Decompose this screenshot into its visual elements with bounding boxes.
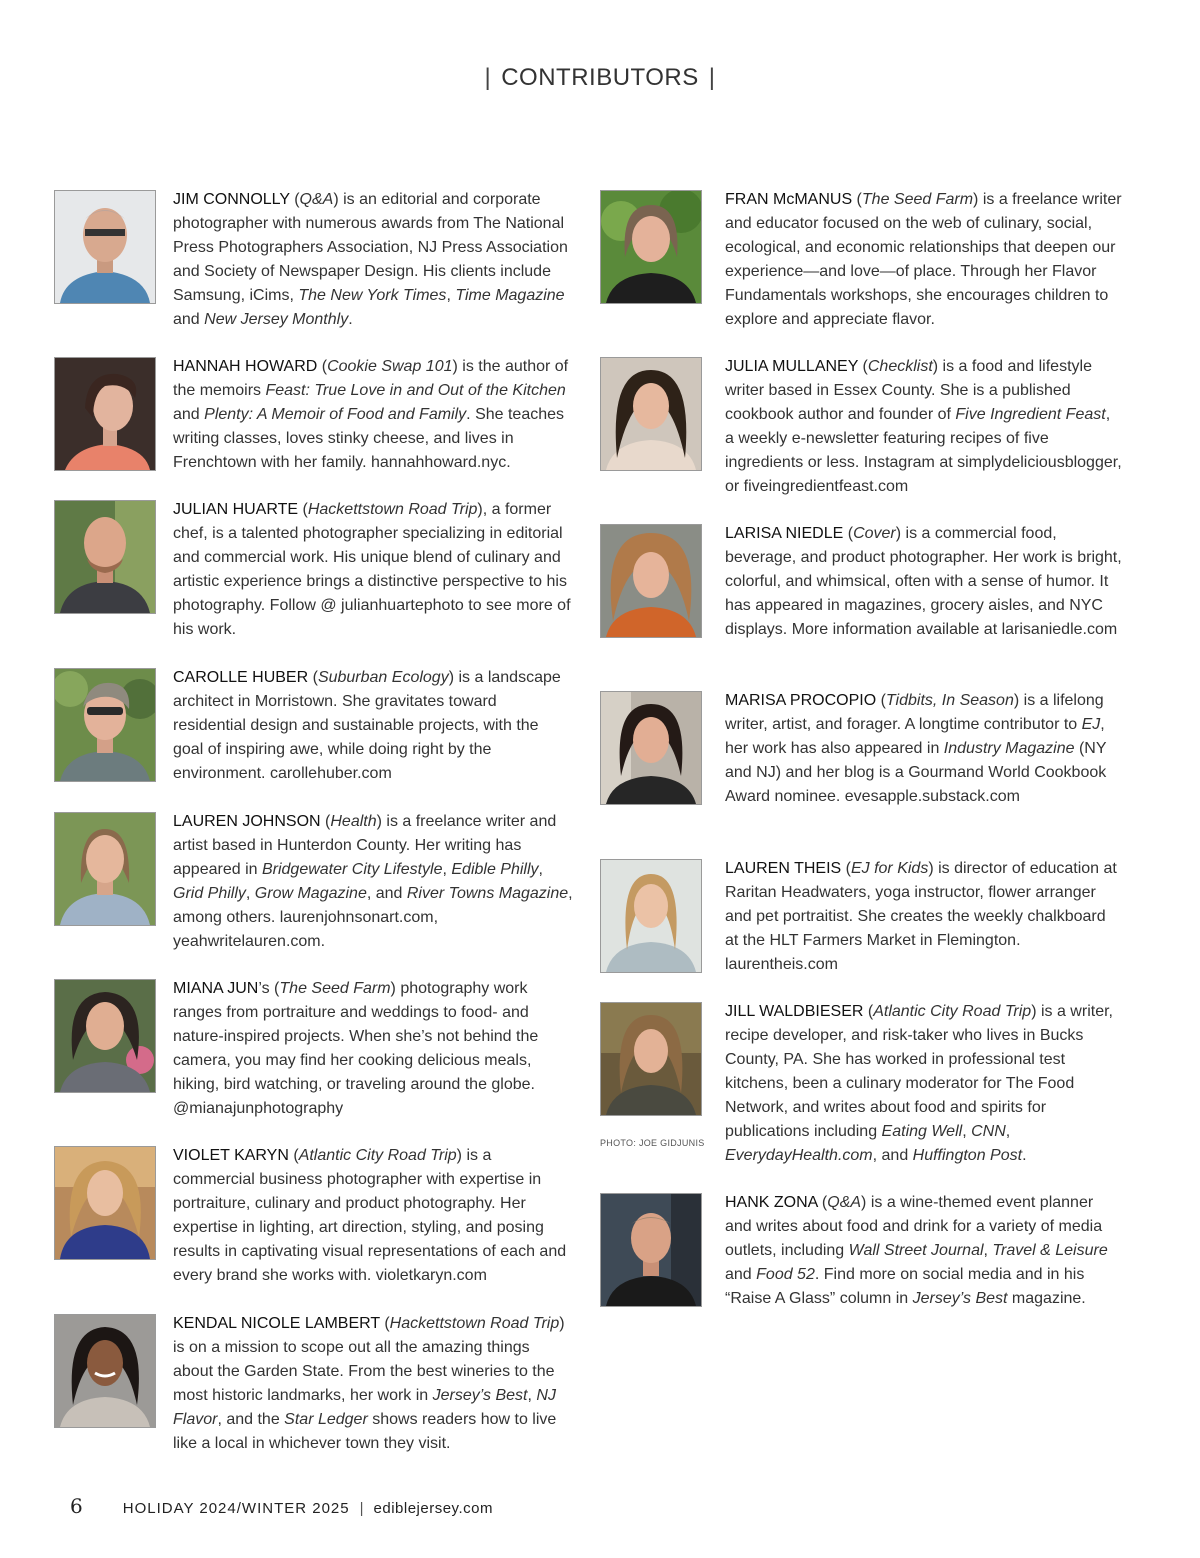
contributor-name: LAUREN JOHNSON <box>173 813 321 830</box>
bio-text: , and <box>366 885 407 902</box>
bio-italic-text: Health <box>330 813 377 830</box>
contributor-photo <box>600 524 702 638</box>
bio-italic-text: NJ Flavor <box>173 1387 556 1428</box>
bio-italic-text: Huffington Post <box>912 1147 1023 1164</box>
contributor-name: JULIA MULLANEY <box>725 358 859 375</box>
bio-text: , among others. laurenjohnsonart.com, yeahwritelauren.com. <box>173 885 573 950</box>
bio-italic-text: Eating Well <box>881 1123 963 1140</box>
bio-text: ) is a freelance writer and artist based in Hunterdon County. Her writing has appeared in <box>173 813 557 878</box>
bio-text: ( <box>852 191 862 208</box>
contributor-name: LAUREN THEIS <box>725 860 842 877</box>
bio-text: ( <box>320 813 331 830</box>
bio-italic-text: Hackettstown Road Trip <box>389 1315 560 1332</box>
bio-italic-text: Wall Street Journal <box>848 1242 984 1259</box>
bio-text: ) is the author of the memoirs <box>173 358 569 399</box>
bio-text: ) is a lifelong writer, artist, and forager. A longtime contributor to <box>725 692 1104 733</box>
issue-label: HOLIDAY 2024/WINTER 2025 <box>122 1500 350 1517</box>
contributor-name: MIANA JUN <box>173 980 259 997</box>
bio-text: ( <box>841 860 851 877</box>
header-bar-right: | <box>708 64 716 91</box>
bio-italic-text: The New York Times <box>298 287 447 304</box>
bio-text: . Find more on social media and in his “Raise A Glass” column in <box>725 1266 1085 1307</box>
bio-italic-text: Q&A <box>827 1194 862 1211</box>
contributor-bio <box>173 666 573 786</box>
bio-text: ( <box>289 191 300 208</box>
bio-text: . <box>1022 1147 1027 1164</box>
bio-text: ( <box>876 692 886 709</box>
contributor-name: LARISA NIEDLE <box>725 525 844 542</box>
bio-italic-text: Travel & Leisure <box>992 1242 1108 1259</box>
contributor-bio <box>725 355 1123 499</box>
bio-italic-text: Tidbits, In Season <box>885 692 1014 709</box>
bio-text: , <box>983 1242 993 1259</box>
bio-italic-text: Star Ledger <box>284 1411 368 1428</box>
contributor-bio <box>725 522 1123 642</box>
bio-italic-text: Q&A <box>299 191 334 208</box>
bio-text: ( <box>858 358 868 375</box>
bio-text: ( <box>317 358 328 375</box>
contributor-name: JULIAN HUARTE <box>173 501 299 518</box>
page-footer <box>70 1494 493 1518</box>
bio-text: and <box>173 406 205 423</box>
bio-italic-text: Industry Magazine <box>943 740 1075 757</box>
contributor-name: JIM CONNOLLY <box>173 191 290 208</box>
bio-italic-text: Suburban Ecology <box>317 669 449 686</box>
contributor-name: JILL WALDBIESER <box>725 1003 864 1020</box>
bio-text: ) is an editorial and corporate photographer with numerous awards from The National Press Photographers Association, NJ Press Association and Society of Newspaper Design. His clients include Samsung, iCims, <box>173 191 568 304</box>
contributor-bio <box>725 689 1123 809</box>
bio-italic-text: River Towns Magazine <box>406 885 569 902</box>
site-link[interactable]: ediblejersey.com <box>373 1500 493 1517</box>
contributor-bio <box>173 977 573 1121</box>
contributor-name: KENDAL NICOLE LAMBERT <box>173 1315 380 1332</box>
contributor-name: VIOLET KARYN <box>173 1147 289 1164</box>
page-title: CONTRIBUTORS <box>501 64 699 91</box>
bio-text: , her work has also appeared in <box>725 716 1105 757</box>
contributor-photo <box>600 357 702 471</box>
bio-text: . She teaches writing classes, loves stinky cheese, and lives in Frenchtown with her family. hannahhoward.nyc. <box>173 406 565 471</box>
footer-separator: | <box>359 1500 364 1517</box>
contributor-photo <box>54 1146 156 1260</box>
bio-text: magazine. <box>1007 1290 1086 1307</box>
bio-italic-text: CNN <box>971 1123 1006 1140</box>
bio-text: , <box>962 1123 972 1140</box>
bio-italic-text: New Jersey Monthly <box>204 311 349 328</box>
bio-text: ( <box>843 525 854 542</box>
contributor-photo <box>54 668 156 782</box>
bio-text: ) is a freelance writer and educator focused on the web of culinary, social, ecological, and economic relationships that deepen our experience—and love—of place. Through her Flavor Fundamentals workshops, she encourages children to explore and appreciate flavor. <box>725 191 1122 328</box>
bio-text: , <box>446 287 456 304</box>
bio-text: . <box>348 311 353 328</box>
bio-italic-text: EJ <box>1081 716 1101 733</box>
contributor-photo <box>54 357 156 471</box>
contributor-photo <box>54 812 156 926</box>
contributor-photo <box>54 979 156 1093</box>
bio-text: , <box>527 1387 537 1404</box>
bio-text: ’s ( <box>258 980 280 997</box>
bio-text: , <box>538 861 543 878</box>
bio-text: ) is a writer, recipe developer, and risk-taker who lives in Bucks County, PA. She has worked in professional test kitchens, been a culinary moderator for The Food Network, and writes about food and spirits for publications including <box>725 1003 1113 1140</box>
contributor-photo <box>54 1314 156 1428</box>
bio-italic-text: Time Magazine <box>455 287 565 304</box>
contributor-bio <box>725 1191 1123 1311</box>
bio-text: ) is director of education at Raritan Headwaters, yoga instructor, flower arranger and pet portraitist. She creates the weekly chalkboard at the HLT Farmers Market in Flemington. laurentheis.com <box>725 860 1117 973</box>
contributor-name: MARISA PROCOPIO <box>725 692 877 709</box>
bio-italic-text: Jersey’s Best <box>432 1387 528 1404</box>
contributor-photo <box>600 859 702 973</box>
contributor-bio <box>173 1144 573 1288</box>
bio-text: , and <box>872 1147 913 1164</box>
contributor-bio <box>725 188 1123 332</box>
bio-text: shows readers how to live like a local in whichever town they visit. <box>173 1411 557 1452</box>
bio-text: ) is a commercial food, beverage, and product photographer. Her work is bright, colorful, and whimsical, often with a sense of humor. It has appeared in magazines, grocery aisles, and NYC displays. More information available at larisaniedle.com <box>725 525 1122 638</box>
contributor-photo <box>600 691 702 805</box>
bio-italic-text: Atlantic City Road Trip <box>873 1003 1032 1020</box>
bio-italic-text: Hackettstown Road Trip <box>307 501 478 518</box>
bio-italic-text: Plenty: A Memoir of Food and Family <box>204 406 467 423</box>
bio-italic-text: Bridgewater City Lifestyle <box>261 861 443 878</box>
bio-text: ) is a commercial business photographer with expertise in portraiture, culinary and product photography. Her expertise in lighting, art direction, styling, and posing results in captivating visual representations of each and every brand she works with. violetkaryn.com <box>173 1147 567 1284</box>
bio-italic-text: EverydayHealth.com <box>725 1147 873 1164</box>
bio-italic-text: Cookie Swap 101 <box>327 358 453 375</box>
contributor-photo <box>54 190 156 304</box>
header-bar-left: | <box>484 64 492 91</box>
bio-text: , <box>442 861 452 878</box>
bio-italic-text: Feast: True Love in and Out of the Kitchen <box>265 382 566 399</box>
page-number: 6 <box>70 1494 83 1518</box>
bio-italic-text: EJ for Kids <box>850 860 929 877</box>
page-header <box>0 64 1200 92</box>
bio-text: ) photography work ranges from portraiture and weddings to food- and nature-inspired projects. When she’s not behind the camera, you may find her cooking delicious meals, hiking, bird watching, or traveling around the globe. @mianajunphotography <box>173 980 539 1117</box>
bio-italic-text: The Seed Farm <box>861 191 974 208</box>
bio-text: ) is a wine-themed event planner and writes about food and drink for a variety of media outlets, including <box>725 1194 1103 1259</box>
bio-text: ( <box>298 501 308 518</box>
contributor-photo <box>600 1193 702 1307</box>
bio-italic-text: Cover <box>853 525 896 542</box>
bio-italic-text: Grid Philly <box>173 885 246 902</box>
contributor-photo <box>600 1002 702 1116</box>
bio-text: ) is a food and lifestyle writer based in Essex County. She is a published cookbook author and founder of <box>725 358 1092 423</box>
bio-text: ( <box>308 669 318 686</box>
bio-italic-text: Grow Magazine <box>254 885 367 902</box>
contributor-bio <box>725 857 1123 977</box>
contributor-photo <box>600 190 702 304</box>
bio-text: and <box>173 311 205 328</box>
contributor-bio <box>173 498 573 642</box>
bio-italic-text: The Seed Farm <box>279 980 391 997</box>
bio-text: ( <box>863 1003 874 1020</box>
bio-text: ), a former chef, is a talented photographer specializing in editorial and commercial work. His unique blend of culinary and artistic experience brings a distinctive perspective to his photography. Follow @ julianhuartephoto to see more of his work. <box>173 501 571 638</box>
bio-italic-text: Checklist <box>867 358 933 375</box>
contributor-bio <box>173 355 573 475</box>
bio-text: , <box>245 885 255 902</box>
contributor-name: HANK ZONA <box>725 1194 818 1211</box>
photo-credit: PHOTO: JOE GIDJUNIS <box>600 1138 705 1148</box>
contributor-bio <box>173 188 573 332</box>
bio-italic-text: Five Ingredient Feast <box>955 406 1106 423</box>
contributor-bio <box>725 1000 1123 1168</box>
bio-text: , a weekly e-newsletter featuring recipes of five ingredients or less. Instagram at simplydeliciousblogger, or fiveingredientfeast.com <box>725 406 1122 495</box>
bio-italic-text: Edible Philly <box>451 861 539 878</box>
bio-text: and <box>725 1266 757 1283</box>
bio-text: , <box>1005 1123 1011 1140</box>
bio-text: ( <box>379 1315 390 1332</box>
contributor-bio <box>173 810 573 954</box>
bio-text: ) is a landscape architect in Morristown. She gravitates toward residential design and sustainable projects, with the goal of inspiring awe, while doing right by the environment. carollehuber.com <box>173 669 561 782</box>
bio-italic-text: Atlantic City Road Trip <box>298 1147 457 1164</box>
bio-text: ) is on a mission to scope out all the amazing things about the Garden State. From the best wineries to the most historic landmarks, her work in <box>173 1315 565 1404</box>
contributor-bio <box>173 1312 573 1456</box>
contributor-name: HANNAH HOWARD <box>173 358 318 375</box>
bio-text: , and the <box>217 1411 285 1428</box>
contributor-name: FRAN McMANUS <box>725 191 853 208</box>
contributor-name: CAROLLE HUBER <box>173 669 309 686</box>
bio-text: (NY and NJ) and her blog is a Gourmand World Cookbook Award nominee. evesapple.substack.com <box>725 740 1107 805</box>
bio-italic-text: Food 52 <box>756 1266 815 1283</box>
bio-italic-text: Jersey’s Best <box>912 1290 1008 1307</box>
bio-text: ( <box>817 1194 828 1211</box>
bio-text: ( <box>288 1147 299 1164</box>
contributor-photo <box>54 500 156 614</box>
